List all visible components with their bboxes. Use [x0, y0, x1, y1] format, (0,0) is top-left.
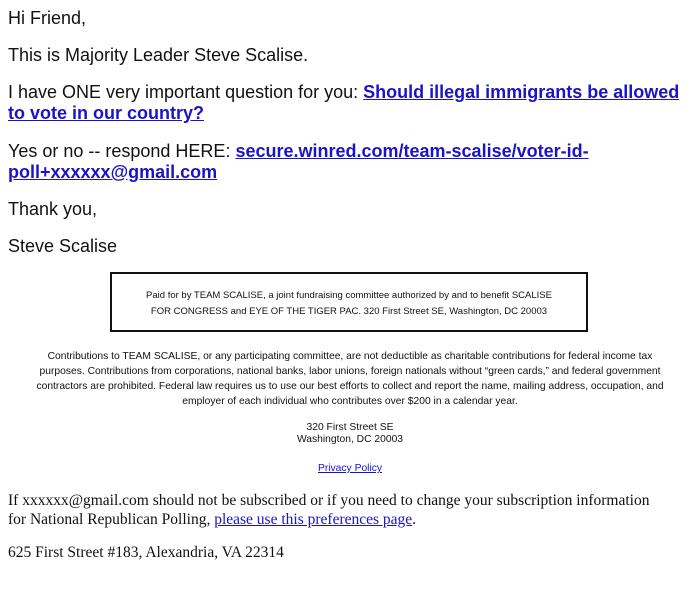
question-link[interactable]: Should illegal immigrants be allowed — [363, 82, 680, 102]
unsubscribe-suffix: . — [412, 511, 417, 528]
committee-address-city: Washington, DC 20003 — [296, 434, 404, 445]
sender-address: 625 First Street #183, Alexandria, VA 22314 — [8, 544, 284, 561]
greeting: Hi Friend, — [8, 8, 87, 28]
paid-for-line-2: FOR CONGRESS and EYE OF THE TIGER PAC. 320 First Street SE, Washington, DC 20003 — [150, 306, 548, 317]
signature: Steve Scalise — [8, 236, 118, 256]
respond-line-1 — [8, 141, 589, 162]
legal-line-1: Contributions to TEAM SCALISE, or any participating committee, are not deductible as charitable contributions for federal income tax — [47, 351, 653, 362]
legal-line-2: purposes. Contributions from corporations, national banks, labor unions, foreign nationals without “green cards,” and federal government — [39, 366, 661, 377]
paid-for-disclaimer-box — [110, 272, 588, 332]
privacy-policy-row — [0, 463, 700, 475]
privacy-policy-link[interactable]: Privacy Policy — [317, 463, 383, 474]
question-line-2 — [8, 103, 204, 124]
question-link-continued[interactable]: to vote in our country? — [8, 103, 204, 123]
unsubscribe-line-1: If xxxxxx@gmail.com should not be subscribed or if you need to change your subscription information — [8, 492, 650, 509]
paid-for-line-1: Paid for by TEAM SCALISE, a joint fundraising committee authorized by and to benefit SCALISE — [146, 290, 552, 301]
intro-text: This is Majority Leader Steve Scalise. — [8, 45, 309, 65]
question-prefix: I have ONE very important question for you: — [8, 82, 364, 102]
respond-line-2 — [8, 162, 217, 183]
thanks-text: Thank you, — [8, 199, 98, 219]
unsubscribe-line-2 — [8, 510, 416, 529]
committee-address-street: 320 First Street SE — [306, 422, 394, 433]
respond-link-continued[interactable]: poll+xxxxxx@gmail.com — [8, 162, 218, 182]
contribution-legal-notice — [8, 349, 692, 409]
preferences-page-link[interactable]: please use this preferences page — [214, 511, 413, 528]
question-line-1 — [8, 82, 679, 103]
legal-line-3: contractors are prohibited. Federal law requires us to use our best efforts to collect and report the name, mailing address, occupation, and — [36, 381, 664, 392]
respond-link[interactable]: secure.winred.com/team-scalise/voter-id- — [235, 141, 589, 161]
respond-prefix: Yes or no -- respond HERE: — [8, 141, 236, 161]
unsubscribe-prefix: for National Republican Polling, — [8, 511, 215, 528]
legal-line-4: employer of each individual who contributes over $200 in a calendar year. — [182, 396, 518, 407]
